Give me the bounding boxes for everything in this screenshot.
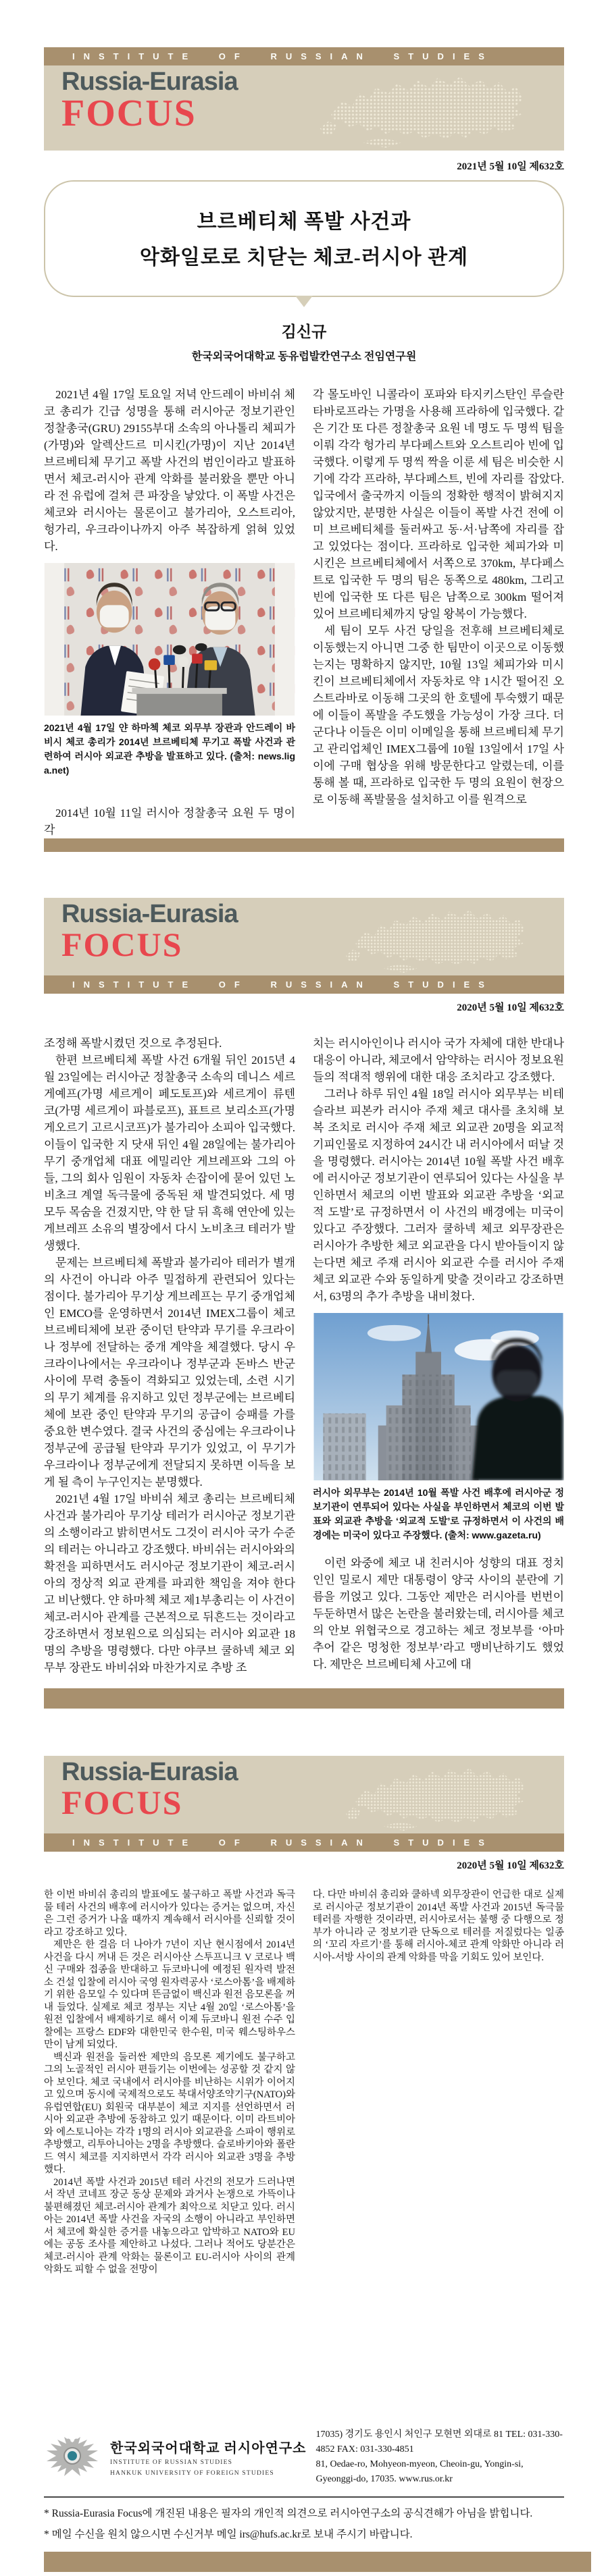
body-paragraph: 각 몰도바인 니콜라이 포파와 타지키스탄인 루슬란 타바로프라는 가명을 사용해 프라하에 입국했다. 같은 기간 또 다른 정찰총국 요원 네 명도 두 명씩 팀을 이뤄 각각 헝가리 부다페스트와 오스트리아 빈에 입국했다. 이렇게 두 명씩 짝을 이룬 세 팀은 비슷한 시기에 각각 프라하, 부다페스트, 빈에 자리를 잡았다. 입국에서 출국까지 이들의 정확한 행적이 밝혀지지 않았지만, 분명한 사실은 이들이 폭발 사건 전에 이미 브르베티체를 둘러싸고 동·서·남쪽에 자리를 잡고 있었다는 점이다. 프라하로 입국한 체피가와 미시킨은 브르베티체에서 서쪽으로 370km, 부다페스트로 입국한 두 명의 팀은 동쪽으로 480km, 그리고 빈에 입국한 또 다른 팀은 남쪽으로 300km 떨어져 있어 브르베티체까지 당일 왕복이 가능했다. <box>313 388 564 620</box>
body-paragraph: 그러나 하루 뒤인 4월 18일 러시아 외무부는 비테슬라브 피본카 러시아 주재 체코 대사를 초치해 보복 조치로 러시아 주재 체코 외교관 20명을 외교적 기피인물로 지정하여 24시간 내 러시아에서 떠날 것을 명령했다. 러시아는 2014년 10월 폭발 사건 배후에 러시아군 정보기관이 연루되어 있다는 사실을 부인하면서 체코의 이번 발표와 외교관 추방을 ‘외교적 도발’로 규정하면서 이 사건의 배경에는 미국이 있다고 주장했다. 그러자 쿨하넥 체코 외무장관은 러시아가 추방한 체코 외교관을 다시 받아들이지 않는다면 체코 주재 러시아 외교관 수를 러시아 주재 체코 외교관 수와 동일하게 맞출 것이라고 강조하면서, 63명의 추가 추방을 내비쳤다. <box>313 1088 564 1303</box>
body-paragraph: 2014년 폭발 사건과 2015년 테러 사건의 전모가 드러나면서 작년 코네프 장군 동상 문제와 과거사 논쟁으로 가뜩이나 불편해졌던 체코-러시아 관계가 최악으로 치닫고 있다. 러시아는 2014년 폭발 사건을 자국의 소행이 아니라고 부인하면서 체코에 확실한 증거를 내놓으라고 압박하고 NATO와 EU에는 공동 조사를 제안하고 나섰다. 그러나 적어도 당분간은 체코-러시아 관계 악화는 물론이고 EU-러시아 사이의 관계 악화도 피할 수 없을 전망이 <box>44 2176 295 2275</box>
brand-russia-eurasia: Russia-Eurasia <box>61 900 238 928</box>
brand-logo <box>61 900 238 963</box>
masthead-area <box>44 898 564 975</box>
moscow-mfa-photo <box>313 1313 564 1480</box>
column-right <box>313 1035 564 1676</box>
brand-logo <box>61 68 238 134</box>
dotted-russia-map <box>315 904 559 974</box>
newsletter-page-3 <box>0 1709 608 2576</box>
body-paragraph: 한 이번 바비쉬 총리의 발표에도 불구하고 폭발 사건과 독극물 테러 사건의 배후에 러시아가 있다는 증거는 없으며, 자신은 그런 증거가 나올 때까지 계속해서 러시아를 신뢰할 것이라고 강조하고 있다. <box>44 1889 295 1938</box>
brand-russia-eurasia: Russia-Eurasia <box>61 68 238 96</box>
masthead-area <box>44 1756 564 1833</box>
bottom-bar <box>44 2552 591 2572</box>
author-affiliation: 한국외국어대학교 동유럽발칸연구소 전임연구원 <box>191 351 417 363</box>
institute-signature <box>44 2427 564 2487</box>
issue-date: 2020년 5월 10일 제632호 <box>457 1002 564 1013</box>
institute-strip: INSTITUTE OF RUSSIAN STUDIES <box>44 47 564 65</box>
brand-focus: FOCUS <box>61 925 183 963</box>
column-left <box>44 1889 295 2276</box>
column-left <box>44 1035 295 1676</box>
org-address-korean: 17035) 경기도 용인시 처인구 모현면 외대로 81 TEL: 031-330-4852 FAX: 031-330-4851 <box>315 2430 563 2454</box>
brand-logo <box>61 1758 238 1821</box>
page-footer-bar <box>44 1688 564 1709</box>
institute-emblem-icon <box>44 2436 101 2479</box>
column-right <box>313 386 564 838</box>
column-left <box>44 386 295 838</box>
issue-date: 2020년 5월 10일 제632호 <box>457 1860 564 1871</box>
brand-focus: FOCUS <box>61 92 197 134</box>
body-paragraph: 치는 러시아인이나 러시아 국가 자체에 대한 반대나 대응이 아니라, 체코에서 암약하는 러시아 정보요원들의 적대적 행위에 대한 대응 조치라고 강조했다. <box>313 1037 564 1083</box>
body-paragraph: 이런 와중에 체코 내 친러시아 성향의 대표 정치인인 밀로시 제만 대통령이 양국 사이의 분란에 기름을 끼얹고 있다. 그동안 제만은 러시아를 번번이 두둔하면서 많은 논란을 불러왔는데, 러시아를 체코의 안보 위협국으로 경고하는 체코 정보부를 ‘아마추어 같은 멍청한 정보부’라고 맹비난하기도 했었다. 제만은 브르베티체 사고에 대 <box>313 1557 564 1671</box>
unsubscribe-note: * 메일 수신을 원치 않으시면 수신거부 메일 irs@hufs.ac.kr로 보내 주시기 바랍니다. <box>44 2529 413 2540</box>
body-paragraph: 2021년 4월 17일 바비쉬 체코 총리는 브르베티체 사건과 불가리아 무기상 테러가 러시아군 정보기관의 소행이라고 밝히면서도 그것이 러시아 국가 수준의 테러는 아니라고 강조했다. 바비쉬는 러시아와의 확전을 피하면서도 러시아군 정보기관이 체코-러시아의 정상적 외교 관계를 파괴한 책임을 져야 한다고 비난했다. 얀 하마첵 체코 제1부총리는 이 사건이 체코-러시아 관계를 근본적으로 뒤흔드는 것이라고 강조하면서 정보원으로 의심되는 러시아 외교관 18명의 추방을 명령했다. 다만 야쿠브 쿨하넥 체코 외무부 장관도 바비쉬와 마찬가지로 추방 조 <box>44 1493 295 1674</box>
press-conference-photo <box>44 563 295 716</box>
brand-focus: FOCUS <box>61 1783 183 1821</box>
body-paragraph: 한편 브르베티체 폭발 사건 6개월 뒤인 2015년 4월 23일에는 러시아군 정찰총국 소속의 데니스 세르게예프(가명 세르게이 페도토프)와 세르게이 류텐코(가명 세르게이 파블로프), 표트르 보리소프(가명 게오르기 고르시코프)가 불가리아 소피아 입국했다. 이들이 입국한 지 닷새 뒤인 4월 28일에는 불가리아 무기 중개업체 대표 에밀리안 게브레프와 그의 아들, 그의 회사 임원이 자동차 손잡이에 묻어 있던 노비초크 계열 독극물에 중독된 채 발견되었다. 세 명 모두 목숨을 건졌지만, 약 한 달 뒤 흑해 연안에 있는 게브레프 소유의 별장에서 다시 노비초크 테러가 발생했다. <box>44 1054 295 1252</box>
page-footer-bar <box>44 838 564 852</box>
masthead-area <box>44 65 564 151</box>
photo-caption: 러시아 외무부는 2014년 10월 폭발 사건 배후에 러시아군 정보기관이 연루되어 있다는 사실을 부인하면서 체코의 이번 발표와 외교관 추방을 ‘외교적 도발’로 규정하면서 이 사건의 배경에는 미국이 있다고 주장했다. (출처: www.gazeta.ru) <box>313 1487 564 1540</box>
institute-strip: INSTITUTE OF RUSSIAN STUDIES <box>44 1833 564 1852</box>
masthead-banner <box>44 47 564 151</box>
issue-date: 2021년 5월 10일 제632호 <box>457 161 564 172</box>
body-paragraph: 문제는 브르베티체 폭발과 불가리아 테러가 별개의 사건이 아니라 아주 밀접하게 관련되어 있다는 점이다. 불가리아 무기상 게브레프는 무기 중개업체인 EMCO를 운영하면서 2014년 IMEX그룹이 체코 브르베티체에 보관 중이던 탄약과 무기를 우크라이나 정부에 전달하는 중개 계약을 체결했다. 당시 우크라이나에서는 우크라이나 정부군과 돈바스 반군 사이에 무력 충돌이 격화되고 있었는데, 소련 시기의 무기 체계를 유지하고 있던 정부군에는 브르베티체에 보관 중인 탄약과 무기의 공급이 승패를 가를 중요한 변수였다. 결국 사건의 중심에는 우크라이나 정부군에 공급될 탄약과 무기가 있었고, 이 무기가 우크라이나 정부군에게 전달되지 못하면 이득을 보게 될 측이 누구인지는 분명했다. <box>44 1256 295 1488</box>
footer-divider <box>44 2496 564 2498</box>
disclaimer-note: * Russia-Eurasia Focus에 개진된 내용은 필자의 개인적 의견으로 러시아연구소의 공식견해가 아님을 밝힙니다. <box>44 2508 533 2519</box>
author-name: 김신규 <box>281 323 327 340</box>
org-name-english-1: INSTITUTE OF RUSSIAN STUDIES <box>110 2459 233 2466</box>
photo-caption: 2021년 4월 17일 얀 하마첵 체코 외무부 장관과 안드레이 바비시 체코 총리가 2014년 브르베티체 무기고 폭발 사건과 관련하여 러시아 외교관 추방을 발표하고 있다. (출처: news.liga.net) <box>44 722 295 776</box>
title-box <box>44 180 564 297</box>
newsletter-page-1 <box>0 0 608 852</box>
dotted-russia-map <box>288 70 559 149</box>
newsletter-page-2 <box>0 852 608 1709</box>
org-name-english-2: HANKUK UNIVERSITY OF FOREIGN STUDIES <box>110 2469 274 2477</box>
masthead-banner <box>44 898 564 994</box>
page-title-line1: 브르베티체 폭발 사건과 <box>197 211 411 233</box>
body-paragraph: 2021년 4월 17일 토요일 저녁 안드레이 바비쉬 체코 총리가 긴급 성명을 통해 러시아군 정보기관인 정찰총국(GRU) 29155부대 소속의 아나톨리 체피가(가명)와 알렉산드르 미시킨(가명)이 지난 2014년 브르베티체 무기고 폭발 사건의 범인이라고 발표하면서 체코-러시아 관계 악화를 불러왔을 뿐만 아니라 전 유럽에 걸쳐 큰 파장을 낳았다. 이 폭발 사건은 체코와 러시아는 물론이고 불가리아, 오스트리아, 헝가리, 우크라이나까지 아주 복잡하게 얽혀 있었다. <box>44 388 295 553</box>
body-paragraph: 다. 다만 바비쉬 총리와 쿨하넥 외무장관이 언급한 대로 실제로 러시아군 정보기관이 2014년 폭발 사건과 2015년 독극물 테러를 자행한 것이라면, 러시아로서는 불행 중 다행으로 정부가 아니라 군 정보기관 단독으로 테러를 저질렀다는 일종의 ‘꼬리 자르기’를 통해 러시아-체코 관계 악화만 아니라 러시아-서방 사이의 관계 악화를 막을 기회도 있어 보인다. <box>313 1889 564 1963</box>
org-address-english: 81, Oedae-ro, Mohyeon-myeon, Cheoin-gu, Yongin-si, Gyeonggi-do, 17035. www.rus.or.kr <box>315 2459 524 2484</box>
body-paragraph: 2014년 10월 11일 러시아 정찰총국 요원 두 명이 각 <box>44 807 295 836</box>
page-title-line2: 악화일로로 치닫는 체코-러시아 관계 <box>139 246 469 269</box>
title-box-pointer <box>295 296 313 307</box>
body-paragraph: 제만은 한 걸음 더 나아가 7년이 지난 현시점에서 2014년 사건을 다시 꺼내 든 것은 러시아산 스투프니크 V 코로나 백신 구매와 접종을 반대하고 듀코바니에 예정된 원자력 발전소 건설 입찰에 러시아 국영 원자력공사 ‘로스아톰’을 배제하기 위한 음모일 수 있다며 뜬금없이 백신과 원전 음모론을 꺼내 들었다. 실제로 체코 정부는 지난 4월 20일 ‘로스아톰’을 원전 입찰에서 배제하기로 해서 이제 듀코바니 원전 수주 입찰에는 프랑스 EDF와 대한민국 한수원, 미국 웨스팅하우스만이 남게 되었다. <box>44 1939 295 2050</box>
body-paragraph: 백신과 원전을 둘러싼 제만의 음모론 제기에도 불구하고 그의 노골적인 러시아 편들기는 이번에는 성공할 것 같지 않아 보인다. 체코 국내에서 러시아를 비난하는 시위가 이어지고 있으며 동시에 국제적으로도 북대서양조약기구(NATO)와 유럽연합(EU) 회원국 대부분이 체코 지지를 선언하면서 러시아 외교관 추방에 동참하고 있기 때문이다. 이미 라트비아와 에스토니아는 각각 1명의 러시아 외교관을 스파이 행위로 추방했고, 리투아니아는 2명을 추방했다. 슬로바키아와 폴란드 역시 체코를 지지하면서 각각 러시아 외교관 3명을 추방했다. <box>44 2051 295 2175</box>
masthead-banner <box>44 1756 564 1852</box>
org-name-korean: 한국외국어대학교 러시아연구소 <box>110 2440 307 2456</box>
body-paragraph: 세 팀이 모두 사건 당일을 전후해 브르베티체로 이동했는지 아니면 그중 한 팀만이 이곳으로 이동했는지는 명확하지 않지만, 10월 13일 체피가와 미시킨이 브르베티체에서 자동차로 약 1시간 떨어진 오스트라바로 이동해 그곳의 한 호텔에 투숙했기 때문에 이들이 폭발을 주도했을 가능성이 가장 크다. 더군다나 이들은 이미 이메일을 통해 브르베티체 무기고 관리업체인 IMEX그룹에 10월 13일에서 17일 사이에 구매 협상을 위해 방문한다고 알렸는데, 이를 통해 볼 때, 프라하로 입국한 두 명의 요원이 현장으로 이동해 폭발물을 설치하고 이를 원격으로 <box>313 624 564 806</box>
column-right <box>313 1889 564 2276</box>
brand-russia-eurasia: Russia-Eurasia <box>61 1758 238 1786</box>
dotted-russia-map <box>315 1762 559 1832</box>
body-paragraph: 조정해 폭발시켰던 것으로 추정된다. <box>44 1037 222 1050</box>
institute-strip: INSTITUTE OF RUSSIAN STUDIES <box>44 975 564 994</box>
